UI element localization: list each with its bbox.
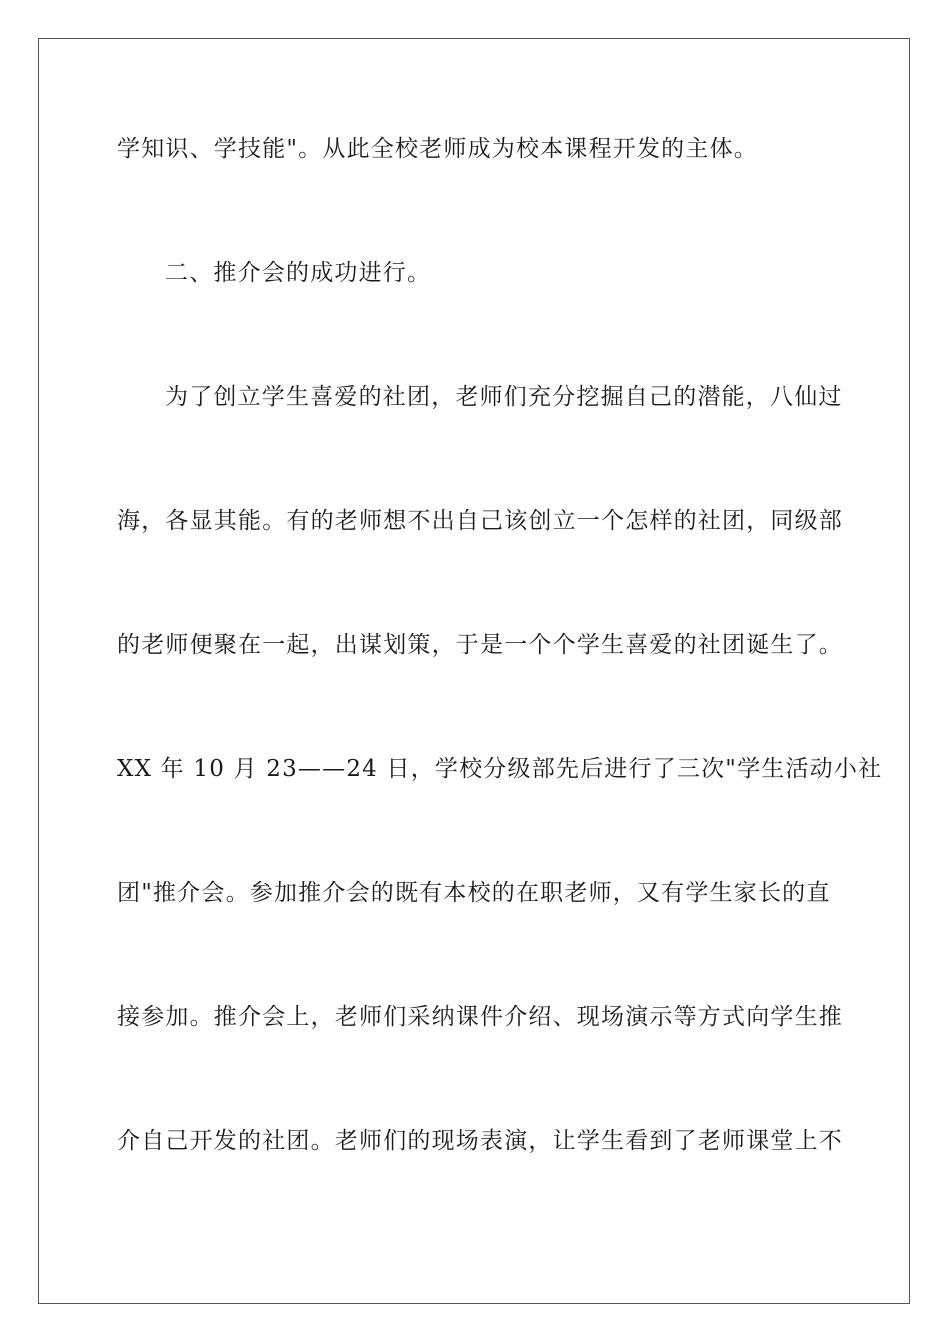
paragraph-line-1: 学知识、学技能"。从此全校老师成为校本课程开发的主体。 (117, 136, 758, 162)
paragraph-line-7: 团"推介会。参加推介会的既有本校的在职老师，又有学生家长的直 (117, 880, 831, 906)
paragraph-line-9: 介自己开发的社团。老师们的现场表演，让学生看到了老师课堂上不 (117, 1128, 843, 1154)
paragraph-line-3: 为了创立学生喜爱的社团，老师们充分挖掘自己的潜能，八仙过 (165, 384, 843, 410)
section-heading: 二、推介会的成功进行。 (165, 260, 432, 286)
paragraph-line-4: 海，各显其能。有的老师想不出自己该创立一个怎样的社团，同级部 (117, 508, 843, 534)
paragraph-line-5: 的老师便聚在一起，出谋划策，于是一个个学生喜爱的社团诞生了。 (117, 632, 843, 658)
page-border (38, 38, 910, 1304)
paragraph-line-6: XX 年 10 月 23——24 日，学校分级部先后进行了三次"学生活动小社 (117, 756, 883, 782)
paragraph-line-8: 接参加。推介会上，老师们采纳课件介绍、现场演示等方式向学生推 (117, 1004, 843, 1030)
